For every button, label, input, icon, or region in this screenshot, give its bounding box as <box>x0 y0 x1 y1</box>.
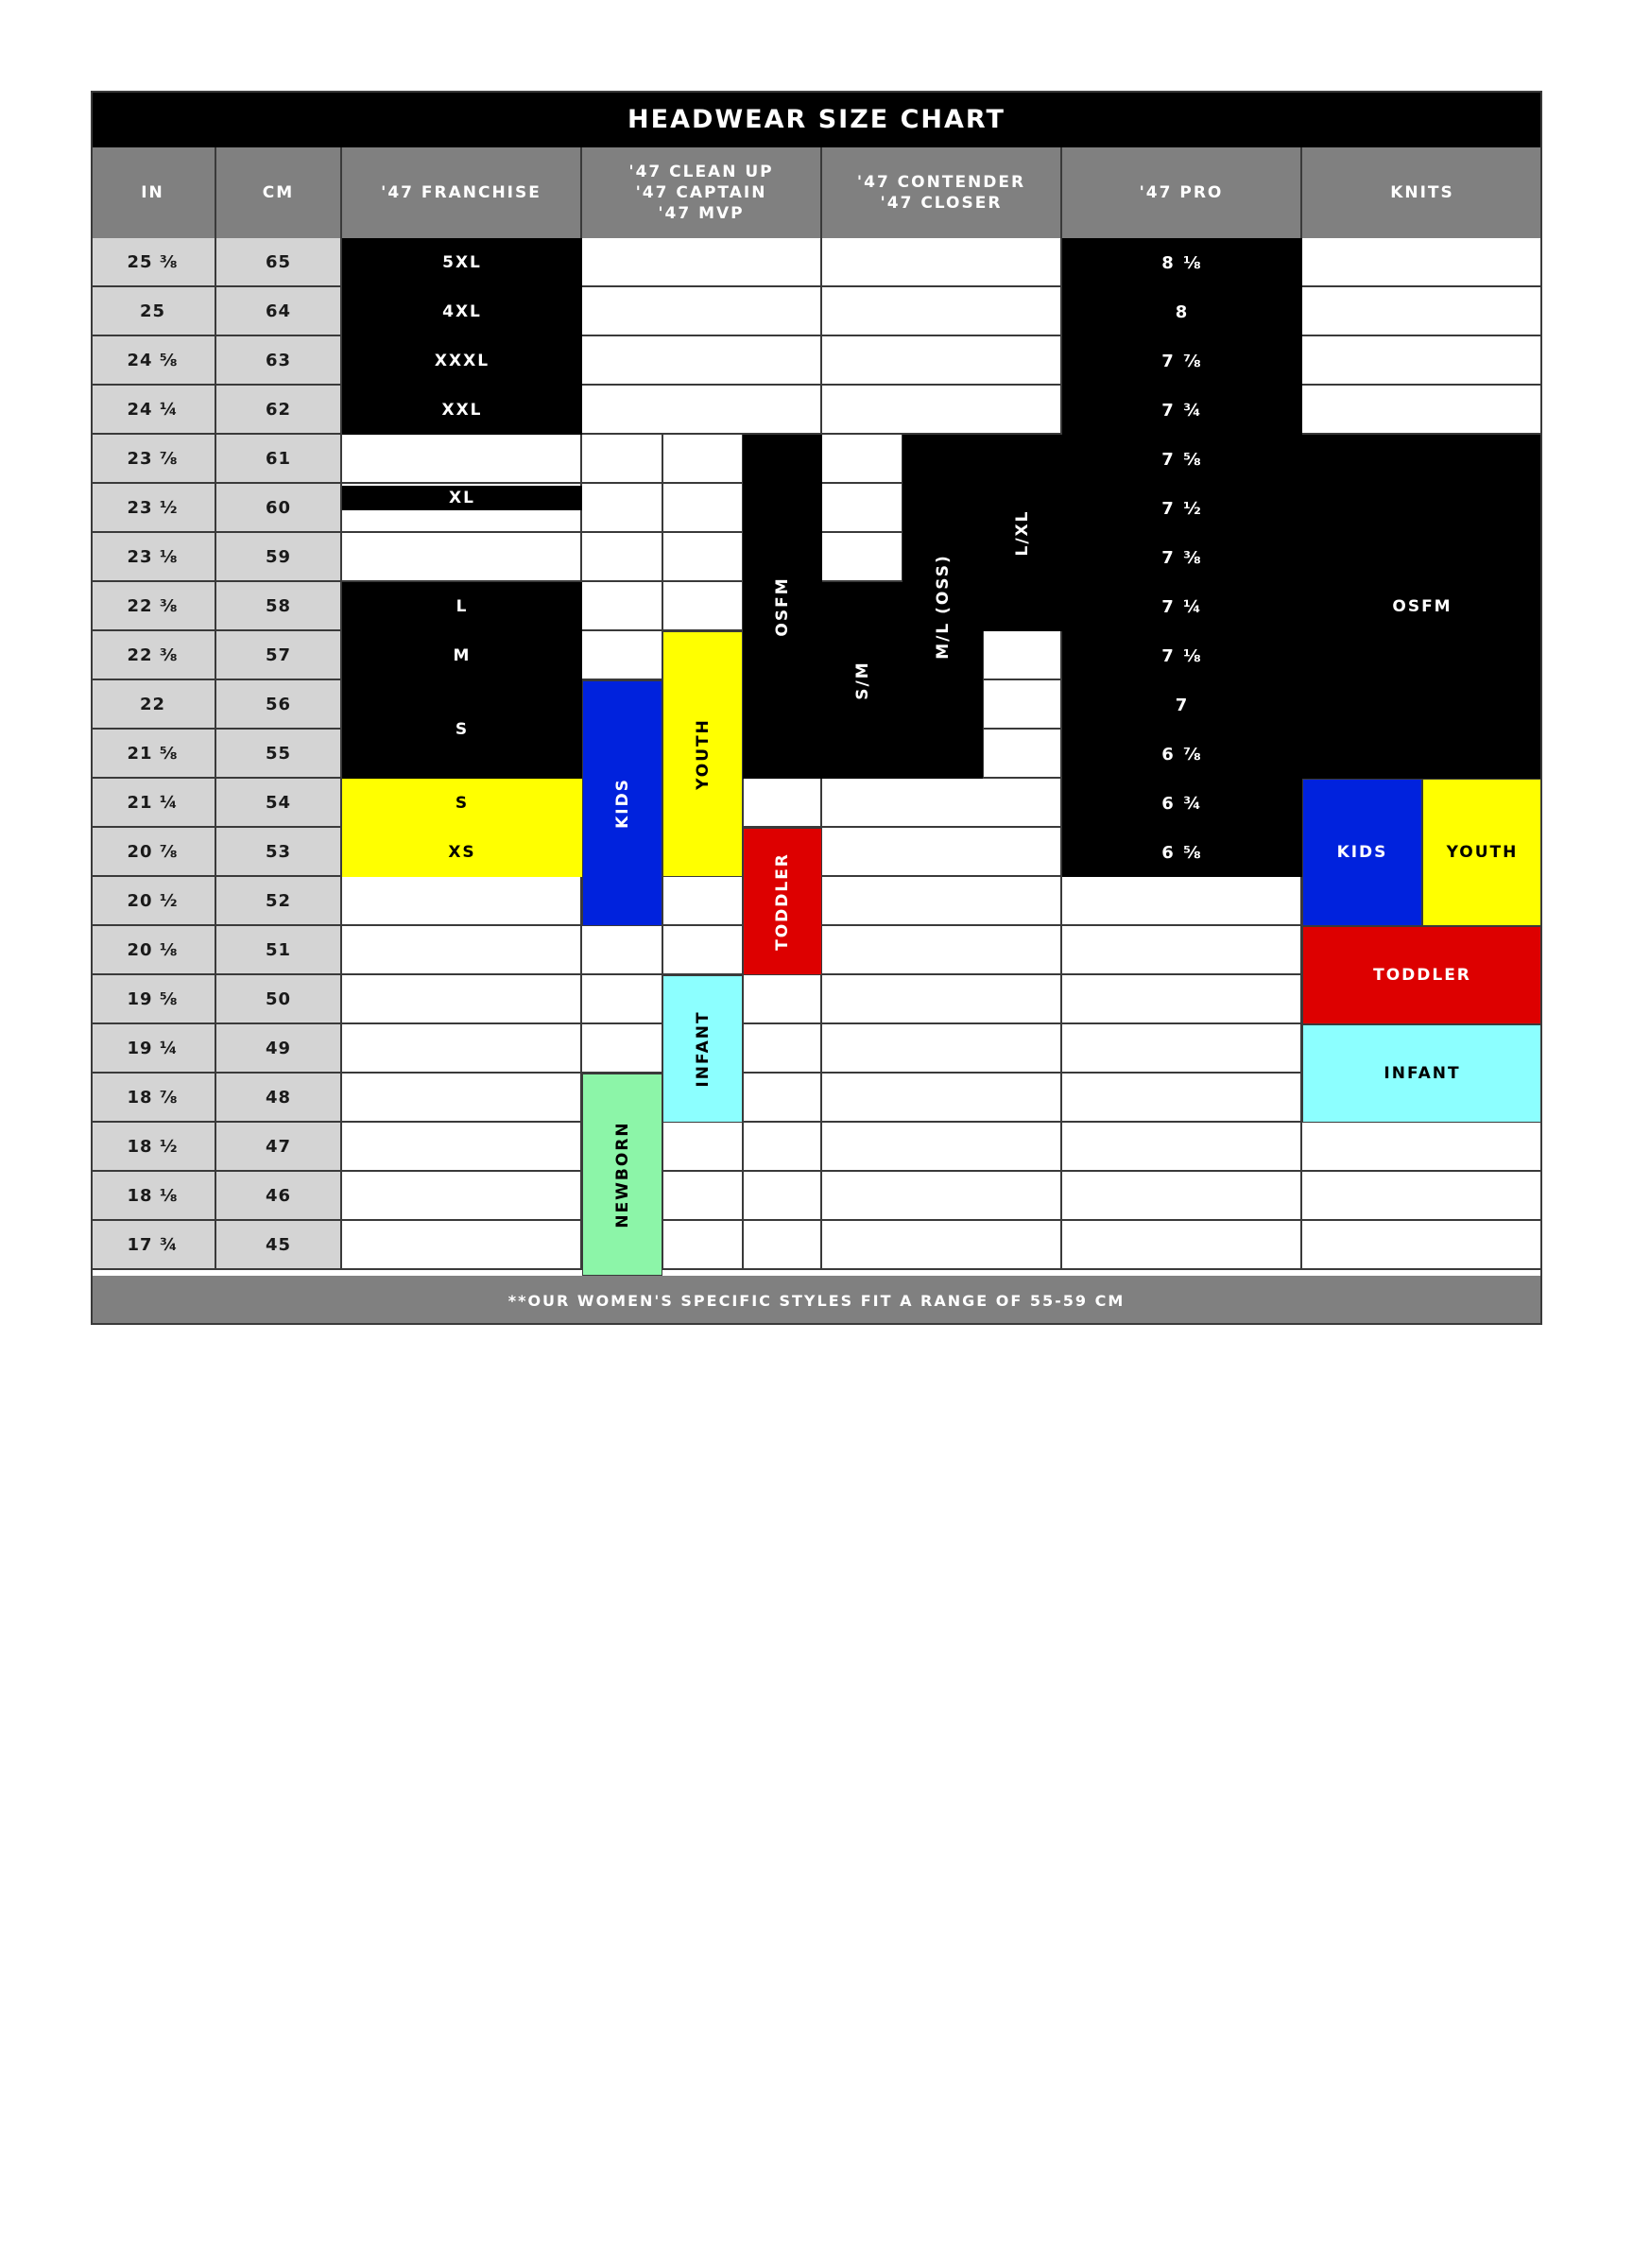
knits-infant <box>1302 1024 1542 1123</box>
franchise-xl-label: XL <box>449 489 475 507</box>
inch-size-cell: 25 ⅜ <box>91 238 216 287</box>
grid-cell <box>342 1024 582 1074</box>
cm-size-cell: 63 <box>216 336 342 386</box>
grid-cell <box>582 287 822 336</box>
contender-lxl <box>983 435 1062 631</box>
header-in <box>91 147 216 238</box>
grid-cell <box>342 1172 582 1221</box>
grid-cell <box>1302 238 1542 287</box>
header-contender-line-2: '47 CLOSER <box>880 194 1003 213</box>
cm-size-cell: 61 <box>216 435 342 484</box>
cm-size-cell: 49 <box>216 1024 342 1074</box>
inch-size-cell: 17 ¾ <box>91 1221 216 1270</box>
grid-cell <box>822 1024 1062 1074</box>
pro-size-cell: 6 ⅝ <box>1062 828 1302 877</box>
grid-cell <box>1062 926 1302 975</box>
cleanup-newborn-label: NEWBORN <box>612 1121 632 1228</box>
knits-kids-label: KIDS <box>1336 843 1388 862</box>
inch-size-cell: 23 ½ <box>91 484 216 533</box>
cleanup-toddler <box>743 828 822 975</box>
pro-size-cell: 8 <box>1062 287 1302 336</box>
franchise-4xl <box>342 287 582 336</box>
grid-cell <box>822 386 1062 435</box>
header-in-label: IN <box>141 183 164 202</box>
franchise-l-label: L <box>456 597 469 616</box>
cm-size-cell: 58 <box>216 582 342 631</box>
cm-size-cell: 52 <box>216 877 342 926</box>
headwear-size-chart <box>91 91 1542 1325</box>
contender-ml-top <box>902 435 983 484</box>
knits-kids <box>1302 779 1422 926</box>
inch-size-cell: 22 ⅜ <box>91 582 216 631</box>
header-cleanup-line-3: '47 MVP <box>658 204 745 223</box>
grid-cell <box>342 975 582 1024</box>
inch-size-cell: 25 <box>91 287 216 336</box>
header-knits-label: KNITS <box>1390 183 1454 202</box>
contender-sm-label: S/M <box>852 661 872 700</box>
cm-size-cell: 50 <box>216 975 342 1024</box>
grid-cell <box>822 779 1062 828</box>
franchise-5xl-label: 5XL <box>442 253 482 272</box>
contender-ml <box>902 484 983 730</box>
cleanup-newborn <box>582 1074 662 1276</box>
grid-cell <box>822 975 1062 1024</box>
grid-cell <box>1062 1074 1302 1123</box>
cleanup-kids <box>582 680 662 926</box>
pro-size-cell: 6 ⅞ <box>1062 730 1302 779</box>
inch-size-cell: 21 ¼ <box>91 779 216 828</box>
knits-osfm <box>1302 435 1542 779</box>
cm-size-cell: 64 <box>216 287 342 336</box>
inch-size-cell: 24 ¼ <box>91 386 216 435</box>
pro-size-cell: 7 ⅛ <box>1062 631 1302 680</box>
cm-size-cell: 62 <box>216 386 342 435</box>
header-cleanup <box>582 147 822 238</box>
knits-youth <box>1422 779 1542 926</box>
grid-cell <box>1062 1123 1302 1172</box>
pro-size-cell: 7 ⅝ <box>1062 435 1302 484</box>
grid-cell <box>822 828 1062 877</box>
grid-cell <box>1302 336 1542 386</box>
grid-cell <box>582 336 822 386</box>
pro-size-cell: 8 ⅛ <box>1062 238 1302 287</box>
grid-cell <box>1062 1221 1302 1270</box>
grid-cell <box>1302 1172 1542 1221</box>
franchise-xxl <box>342 386 582 435</box>
cleanup-youth-label: YOUTH <box>693 718 713 790</box>
inch-size-cell: 20 ⅞ <box>91 828 216 877</box>
grid-cell <box>822 336 1062 386</box>
franchise-s-yellow-label: S <box>455 794 470 813</box>
inch-size-cell: 23 ⅞ <box>91 435 216 484</box>
cm-size-cell: 47 <box>216 1123 342 1172</box>
grid-cell <box>822 926 1062 975</box>
cm-size-cell: 65 <box>216 238 342 287</box>
contender-sm <box>822 582 902 779</box>
cm-size-cell: 53 <box>216 828 342 877</box>
knits-toddler <box>1302 926 1542 1024</box>
inch-size-cell: 22 <box>91 680 216 730</box>
cm-size-cell: 46 <box>216 1172 342 1221</box>
grid-cell <box>1062 877 1302 926</box>
pro-size-cell: 7 <box>1062 680 1302 730</box>
cleanup-osfm <box>743 435 822 779</box>
grid-cell <box>1062 975 1302 1024</box>
franchise-s-yellow <box>342 779 582 828</box>
inch-size-cell: 18 ½ <box>91 1123 216 1172</box>
franchise-s <box>342 680 582 779</box>
header-pro <box>1062 147 1302 238</box>
grid-cell <box>342 1074 582 1123</box>
cleanup-youth <box>662 631 743 877</box>
franchise-xl <box>342 486 582 510</box>
franchise-l <box>342 582 582 631</box>
franchise-m-label: M <box>453 646 472 665</box>
knits-infant-label: INFANT <box>1384 1064 1461 1083</box>
cleanup-osfm-label: OSFM <box>773 576 792 637</box>
contender-lxl-label: L/XL <box>1013 509 1032 557</box>
pro-size-cell: 7 ⅜ <box>1062 533 1302 582</box>
cm-size-cell: 55 <box>216 730 342 779</box>
grid-cell <box>822 1172 1062 1221</box>
header-knits <box>1302 147 1542 238</box>
cleanup-infant <box>662 975 743 1123</box>
grid-cell <box>342 926 582 975</box>
grid-cell <box>822 1221 1062 1270</box>
grid-cell <box>822 1123 1062 1172</box>
grid-cell <box>1062 1172 1302 1221</box>
footer-note: **OUR WOMEN'S SPECIFIC STYLES FIT A RANGE OF 55-59 CM <box>91 1276 1542 1325</box>
cm-size-cell: 54 <box>216 779 342 828</box>
grid-cell <box>582 238 822 287</box>
grid-cell <box>342 1123 582 1172</box>
franchise-xxl-label: XXL <box>441 401 483 420</box>
header-franchise <box>342 147 582 238</box>
grid-cell <box>342 1221 582 1270</box>
inch-size-cell: 21 ⅝ <box>91 730 216 779</box>
header-cleanup-line-1: '47 CLEAN UP <box>628 163 774 181</box>
grid-cell <box>342 877 582 926</box>
grid-cell <box>342 533 582 582</box>
grid-cell <box>1302 287 1542 336</box>
franchise-m <box>342 631 582 680</box>
inch-size-cell: 19 ⅝ <box>91 975 216 1024</box>
cleanup-infant-label: INFANT <box>693 1010 713 1088</box>
franchise-5xl <box>342 238 582 287</box>
cm-size-cell: 51 <box>216 926 342 975</box>
inch-size-cell: 24 ⅝ <box>91 336 216 386</box>
grid-cell <box>1302 386 1542 435</box>
franchise-xxxl <box>342 336 582 386</box>
pro-size-cell: 7 ¾ <box>1062 386 1302 435</box>
inch-size-cell: 20 ½ <box>91 877 216 926</box>
inch-size-cell: 18 ⅛ <box>91 1172 216 1221</box>
knits-toddler-label: TODDLER <box>1373 966 1471 985</box>
grid-cell <box>1062 1024 1302 1074</box>
contender-ml-label: M/L (OSS) <box>933 554 953 660</box>
franchise-xs <box>342 828 582 877</box>
grid-cell <box>1302 1123 1542 1172</box>
inch-size-cell: 23 ⅛ <box>91 533 216 582</box>
grid-cell <box>822 1074 1062 1123</box>
grid-cell <box>1302 1221 1542 1270</box>
header-contender <box>822 147 1062 238</box>
cleanup-toddler-label: TODDLER <box>773 852 792 951</box>
header-pro-label: '47 PRO <box>1139 183 1224 202</box>
inch-size-cell: 20 ⅛ <box>91 926 216 975</box>
pro-size-cell: 7 ½ <box>1062 484 1302 533</box>
chart-title: HEADWEAR SIZE CHART <box>91 91 1542 147</box>
cm-size-cell: 48 <box>216 1074 342 1123</box>
inch-size-cell: 18 ⅞ <box>91 1074 216 1123</box>
header-contender-line-1: '47 CONTENDER <box>856 173 1026 192</box>
cm-size-cell: 57 <box>216 631 342 680</box>
inch-size-cell: 22 ⅜ <box>91 631 216 680</box>
franchise-4xl-label: 4XL <box>442 302 482 321</box>
header-cm-label: CM <box>262 183 295 202</box>
inch-size-cell: 19 ¼ <box>91 1024 216 1074</box>
pro-size-cell: 7 ¼ <box>1062 582 1302 631</box>
pro-size-cell: 6 ¾ <box>1062 779 1302 828</box>
cm-size-cell: 45 <box>216 1221 342 1270</box>
contender-sm-ext <box>902 730 983 779</box>
franchise-xxxl-label: XXXL <box>434 352 490 370</box>
cm-size-cell: 56 <box>216 680 342 730</box>
cm-size-cell: 60 <box>216 484 342 533</box>
knits-osfm-label: OSFM <box>1392 597 1453 616</box>
header-franchise-label: '47 FRANCHISE <box>381 183 541 202</box>
cleanup-kids-label: KIDS <box>612 778 632 829</box>
header-cm <box>216 147 342 238</box>
franchise-s-label: S <box>455 720 470 739</box>
grid-cell <box>582 386 822 435</box>
pro-size-cell: 7 ⅞ <box>1062 336 1302 386</box>
grid-cell <box>822 877 1062 926</box>
grid-cell <box>822 287 1062 336</box>
cm-size-cell: 59 <box>216 533 342 582</box>
knits-youth-label: YOUTH <box>1446 843 1519 862</box>
franchise-xs-label: XS <box>448 843 476 862</box>
header-cleanup-line-2: '47 CAPTAIN <box>635 183 767 202</box>
grid-cell <box>342 435 582 484</box>
grid-cell <box>822 238 1062 287</box>
